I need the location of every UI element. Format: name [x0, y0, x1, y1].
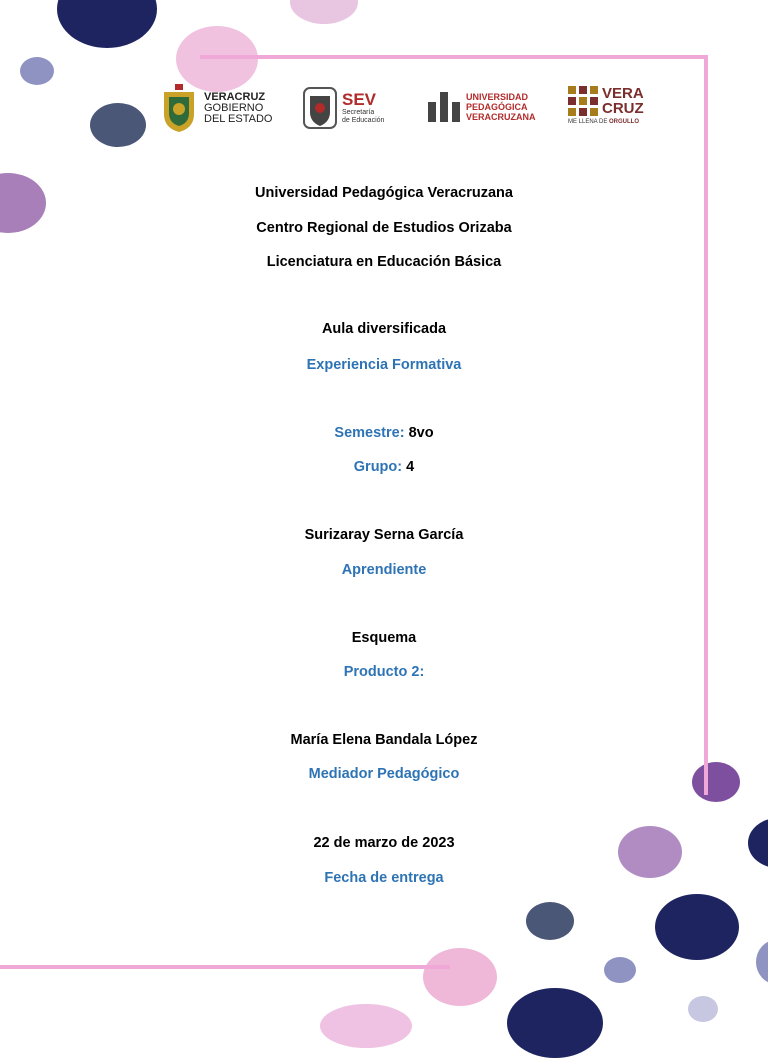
course-label: Experiencia Formativa [306, 357, 462, 373]
delivery-label: Fecha de entrega [324, 870, 444, 886]
gobierno-line1: VERACRUZ [204, 90, 266, 103]
sev-emblem-icon [302, 86, 338, 130]
upv-emblem-icon [426, 90, 462, 124]
frame-bottom-line [0, 965, 450, 969]
sev-sub2: de Educación [342, 117, 385, 124]
decorative-dot [320, 1004, 412, 1048]
product-label: Producto 2: [343, 664, 425, 680]
veracruz-logo [568, 86, 644, 125]
decorative-dot [290, 0, 358, 24]
coat-of-arms-icon [160, 84, 198, 132]
veracruz-line1: VERA [602, 85, 644, 102]
veracruz-line2: CRUZ [602, 100, 644, 117]
upv-line2: PEDAGÓGICA [466, 102, 528, 112]
decorative-dot [756, 940, 768, 984]
regional-center: Centro Regional de Estudios Orizaba [256, 220, 512, 236]
sev-logo [302, 86, 384, 130]
delivery-date: 22 de marzo de 2023 [313, 835, 455, 851]
product-title: Esquema [351, 630, 417, 646]
upv-logo [426, 90, 536, 124]
decorative-dot [655, 894, 739, 960]
semester-line [0, 425, 768, 441]
semester-label: Semestre: [334, 425, 405, 441]
decorative-dot [423, 948, 497, 1006]
decorative-dot [526, 902, 574, 940]
veracruz-tagline-b: ORGULLO [609, 119, 640, 125]
gobierno-line2: GOBIERNO [204, 101, 264, 114]
frame-top-line [200, 55, 708, 59]
group-line [0, 459, 768, 475]
upv-line1: UNIVERSIDAD [466, 92, 529, 102]
degree-program: Licenciatura en Educación Básica [266, 254, 502, 270]
group-label: Grupo: [353, 459, 403, 475]
teacher-label: Mediador Pedagógico [308, 766, 460, 782]
teacher-name: María Elena Bandala López [290, 732, 478, 748]
sev-name: SEV [342, 90, 377, 109]
veracruz-pattern-icon [568, 86, 598, 116]
veracruz-tagline [568, 119, 639, 125]
course-name: Aula diversificada [321, 321, 447, 337]
sev-sub1: Secretaría [342, 109, 375, 116]
veracruz-tagline-a: ME LLENA DE [568, 119, 610, 125]
student-label: Aprendiente [341, 562, 427, 578]
decorative-dot [688, 996, 718, 1022]
decorative-dot [57, 0, 157, 48]
logo-bar [0, 82, 768, 138]
gobierno-line3: DEL ESTADO [204, 112, 273, 125]
student-name: Surizaray Serna García [304, 527, 464, 543]
upv-line3: VERACRUZANA [466, 112, 536, 122]
gobierno-veracruz-logo [160, 84, 272, 132]
decorative-dot [507, 988, 603, 1058]
group-value: 4 [406, 459, 415, 475]
semester-value: 8vo [408, 425, 434, 441]
university-name: Universidad Pedagógica Veracruzana [255, 185, 513, 201]
decorative-dot [604, 957, 636, 983]
decorative-dot [20, 57, 54, 85]
